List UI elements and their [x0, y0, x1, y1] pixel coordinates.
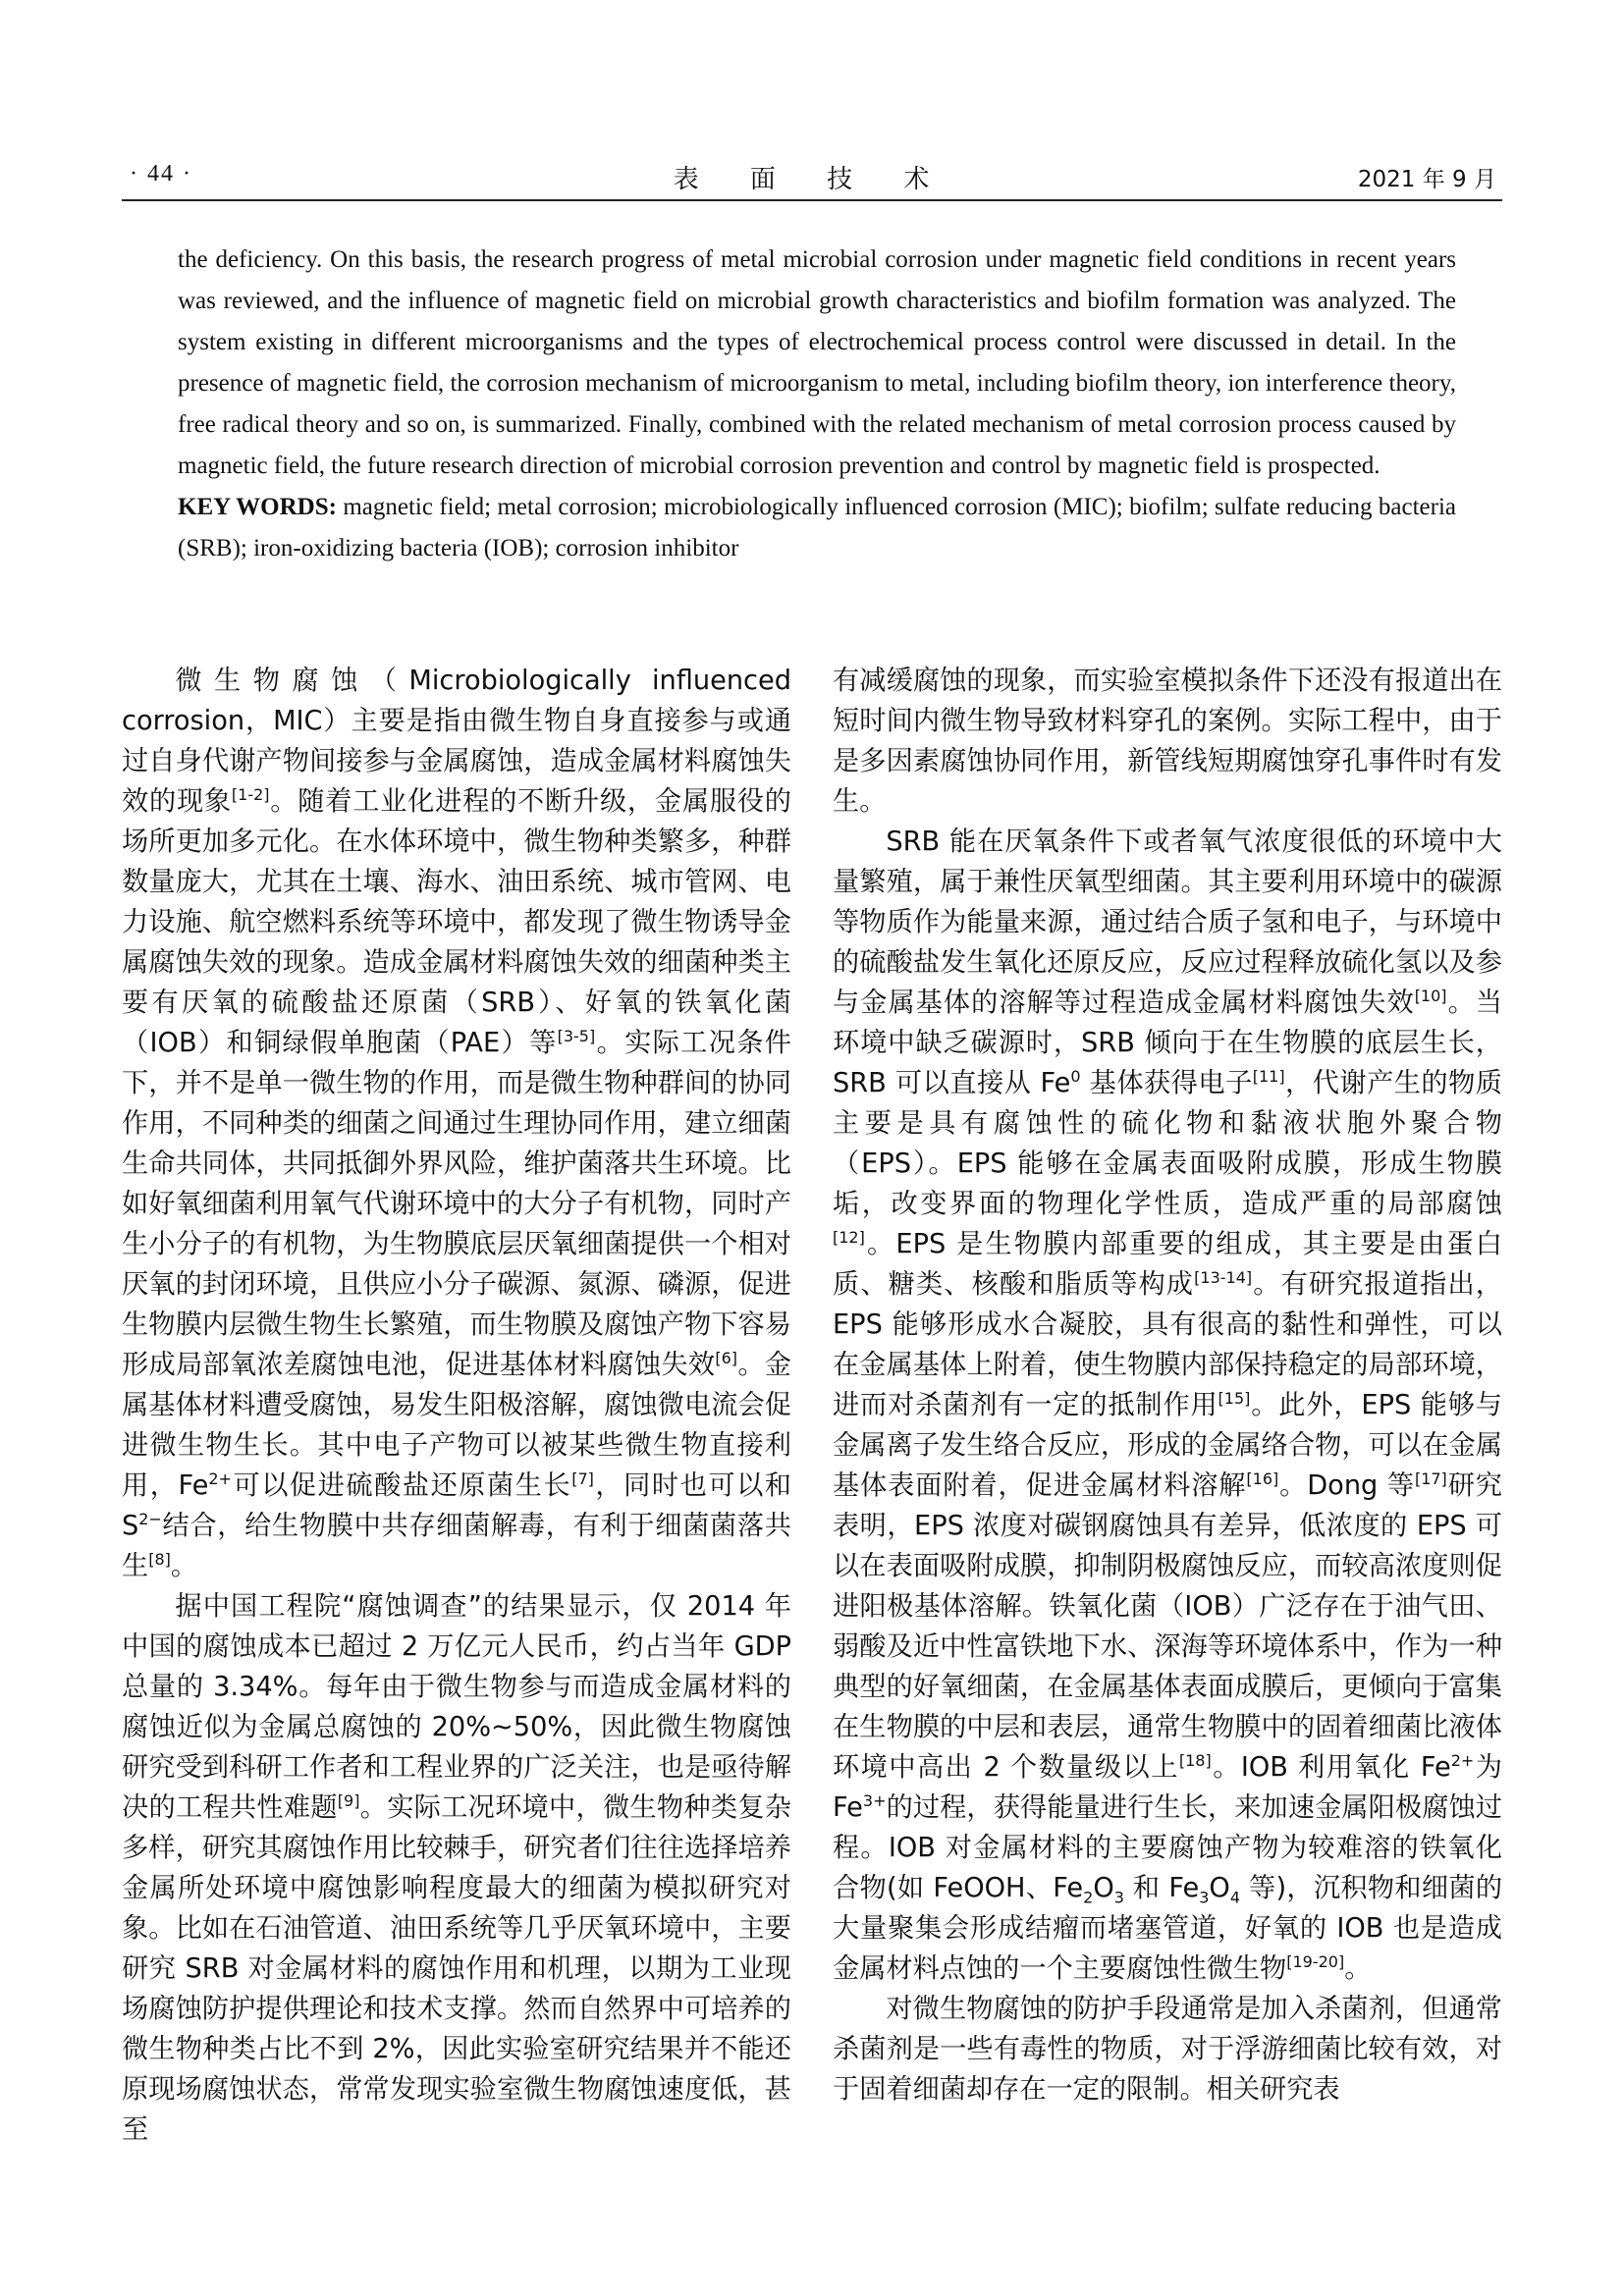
paragraph-3 [833, 822, 1502, 1989]
citation: [6] [715, 1348, 738, 1367]
running-header [122, 157, 1502, 196]
text-run: O [1093, 1873, 1114, 1903]
keywords-label: KEY WORDS: [178, 494, 337, 520]
citation: [12] [833, 1227, 865, 1247]
subscript: 3 [1199, 1888, 1210, 1907]
text-run: 。 [1344, 1953, 1372, 1984]
citation: [7] [571, 1468, 594, 1488]
text-run: 为 Fe [833, 1752, 1502, 1823]
text-run: 微生物腐蚀（Microbiologically influenced corrosion，MIC）主要是指由微生物自身直接参与或通过自身代谢产物间接参与金属腐蚀，造成金属材料腐蚀失效的现象 [122, 666, 791, 817]
subscript: 3 [1113, 1888, 1124, 1907]
citation: [3-5] [557, 1026, 596, 1045]
text-run: ，同时也可以和 S [122, 1470, 791, 1541]
paragraph-1 [122, 661, 791, 1586]
keywords-text: magnetic field; metal corrosion; microbiologically influenced corrosion (MIC); biofilm; sulfate reducing bacteria (SRB); iron-oxidizing bacteria (IOB); corrosion inhibitor [178, 494, 1456, 561]
citation: [13-14] [1194, 1267, 1253, 1287]
text-run: 。实际工况环境中，微生物种类复杂多样，研究其腐蚀作用比较棘手，研究者们往往选择培养金属所处环境中腐蚀影响程度最大的细菌为模拟研究对象。比如在石油管道、油田系统等几乎厌氧环境中，主要研究 SRB 对金属材料的腐蚀作用和机理，以期为工业现场腐蚀防护提供理论和技术支撑。然而自然界中可培养的微生物种类占比不到 2%，因此实验室研究结果并不能还原现场腐蚀状态，常常发现实验室微生物腐蚀速度低，甚至 [122, 1792, 791, 2145]
text-run: 基体获得电子 [1080, 1068, 1253, 1098]
citation: [18] [1178, 1750, 1212, 1770]
text-run: 的过程，获得能量进行生长，来加速金属阳极腐蚀过程。IOB 对金属材料的主要腐蚀产物为较难溶的铁氧化合物(如 FeOOH、Fe [833, 1792, 1502, 1903]
text-run: O [1209, 1873, 1230, 1903]
text-run: 。 [170, 1551, 198, 1581]
text-run: 。EPS 是生物膜内部重要的组成，其主要是由蛋白质、糖类、核酸和脂质等构成 [833, 1229, 1502, 1300]
page-number: · 44 · [130, 161, 192, 187]
text-run: 。金属基体材料遭受腐蚀，易发生阳极溶解，腐蚀微电流会促进微生物生长。其中电子产物可以被某些微生物直接利用，Fe [122, 1350, 791, 1501]
subscript: 4 [1229, 1888, 1240, 1907]
citation: [1-2] [231, 784, 270, 804]
text-run: 。当环境中缺乏碳源时，SRB 倾向于在生物膜的底层生长，SRB 可以直接从 Fe [833, 988, 1502, 1098]
keywords-line [178, 487, 1456, 569]
citation: [10] [1414, 986, 1447, 1005]
superscript: 2− [138, 1509, 162, 1528]
paragraph-2-continued: 有减缓腐蚀的现象，而实验室模拟条件下还没有报道出在短时间内微生物导致材料穿孔的案例。实际工程中，由于是多因素腐蚀协同作用，新管线短期腐蚀穿孔事件时有发生。 [833, 666, 1502, 817]
superscript: 2+ [208, 1468, 232, 1488]
citation: [9] [337, 1790, 360, 1810]
superscript: 3+ [862, 1790, 887, 1810]
text-run: 结合，给生物膜中共存细菌解毒，有利于细菌菌落共生 [122, 1511, 791, 1581]
citation: [16] [1246, 1468, 1279, 1488]
text-run: 。随着工业化进程的不断升级，金属服役的场所更加多元化。在水体环境中，微生物种类繁多，种群数量庞大，尤其在土壤、海水、油田系统、城市管网、电力设施、航空燃料系统等环境中，都发现了微生物诱导金属腐蚀失效的现象。造成金属材料腐蚀失效的细菌种类主要有厌氧的硫酸盐还原菌（SRB）、好氧的铁氧化菌（IOB）和铜绿假单胞菌（PAE）等 [122, 786, 791, 1058]
subscript: 2 [1083, 1888, 1094, 1907]
text-run: ，代谢产生的物质主要是具有腐蚀性的硫化物和黏液状胞外聚合物（EPS）。EPS 能够在金属表面吸附成膜，形成生物膜垢，改变界面的物理化学性质，造成严重的局部腐蚀 [833, 1068, 1502, 1219]
text-run: 。此外，EPS 能够与金属离子发生络合反应，形成的金属络合物，可以在金属基体表面附着，促进金属材料溶解 [833, 1390, 1502, 1501]
text-run: 据中国工程院“腐蚀调查”的结果显示，仅 2014 年中国的腐蚀成本已超过 2 万亿元人民币，约占当年 GDP 总量的 3.34%。每年由于微生物参与而造成金属材料的腐蚀近似为金属总腐蚀的 20%~50%，因此微生物腐蚀研究受到科研工作者和工程业界的广泛关注，也是亟待解决的工程共性难题 [122, 1591, 791, 1823]
text-run: 。实际工况条件下，并不是单一微生物的作用，而是微生物种群间的协同作用，不同种类的细菌之间通过生理协同作用，建立细菌生命共同体，共同抵御外界风险，维护菌落共生环境。比如好氧细菌利用氧气代谢环境中的大分子有机物，同时产生小分子的有机物，为生物膜底层厌氧细菌提供一个相对厌氧的封闭环境，且供应小分子碳源、氮源、磷源，促进生物膜内层微生物生长繁殖，而生物膜及腐蚀产物下容易形成局部氧浓差腐蚀电池，促进基体材料腐蚀失效 [122, 1028, 791, 1380]
issue-date: 2021 年 9 月 [1357, 167, 1496, 192]
right-column [833, 661, 1502, 2109]
left-column [122, 661, 791, 2150]
text-run: 可以促进硫酸盐还原菌生长 [231, 1470, 572, 1501]
paragraph-4: 对微生物腐蚀的防护手段通常是加入杀菌剂，但通常杀菌剂是一些有毒性的物质，对于浮游细菌比较有效，对于固着细菌却存在一定的限制。相关研究表 [833, 1994, 1502, 2105]
header-rule [122, 199, 1502, 201]
text-run: 。Dong 等 [1278, 1470, 1415, 1501]
abstract-text: the deficiency. On this basis, the research progress of metal microbial corrosion under magnetic field conditions in recent years was reviewed, and the influence of magnetic field on microbial growth characteristics and biofilm formation was analyzed. The system existing in different microorganisms and the types of electrochemical process control were discussed in detail. In the presence of magnetic field, the corrosion mechanism of microorganism to metal, including biofilm theory, ion interference theory, free radical theory and so on, is summarized. Finally, combined with the related mechanism of metal corrosion process caused by magnetic field, the future research direction of microbial corrosion prevention and control by magnetic field is prospected. [178, 246, 1456, 479]
paragraph-2 [122, 1586, 791, 2150]
citation: [17] [1414, 1468, 1447, 1488]
text-run: 等)，沉积物和细菌的大量聚集会形成结瘤而堵塞管道，好氧的 IOB 也是造成金属材料点蚀的一个主要腐蚀性微生物 [833, 1873, 1503, 1984]
superscript: 2+ [1450, 1750, 1475, 1770]
english-abstract [178, 240, 1456, 569]
text-run: 。有研究报道指出，EPS 能够形成水合凝胶，具有很高的黏性和弹性，可以在金属基体上附着，使生物膜内部保持稳定的局部环境，进而对杀菌剂有一定的抵制作用 [833, 1269, 1502, 1420]
citation: [15] [1218, 1388, 1251, 1408]
text-run: 。IOB 利用氧化 Fe [1211, 1752, 1451, 1783]
superscript: 0 [1070, 1066, 1081, 1086]
citation: [11] [1252, 1066, 1285, 1086]
journal-title: 表 面 技 术 [673, 165, 951, 194]
citation: [19-20] [1286, 1951, 1345, 1971]
citation: [8] [148, 1549, 171, 1569]
text-run: 和 Fe [1123, 1873, 1200, 1903]
text-run: SRB 能在厌氧条件下或者氧气浓度很低的环境中大量繁殖，属于兼性厌氧型细菌。其主要利用环境中的碳源等物质作为能量来源，通过结合质子氢和电子，与环境中的硫酸盐发生氧化还原反应，反应过程释放硫化氢以及参与金属基体的溶解等过程造成金属材料腐蚀失效 [833, 827, 1502, 1018]
text-run: 研究表明，EPS 浓度对碳钢腐蚀具有差异，低浓度的 EPS 可以在表面吸附成膜，抑制阴极腐蚀反应，而较高浓度则促进阳极基体溶解。铁氧化菌（IOB）广泛存在于油气田、弱酸及近中性富铁地下水、深海等环境体系中，作为一种典型的好氧细菌，在金属基体表面成膜后，更倾向于富集在生物膜的中层和表层，通常生物膜中的固着细菌比液体环境中高出 2 个数量级以上 [833, 1470, 1502, 1783]
